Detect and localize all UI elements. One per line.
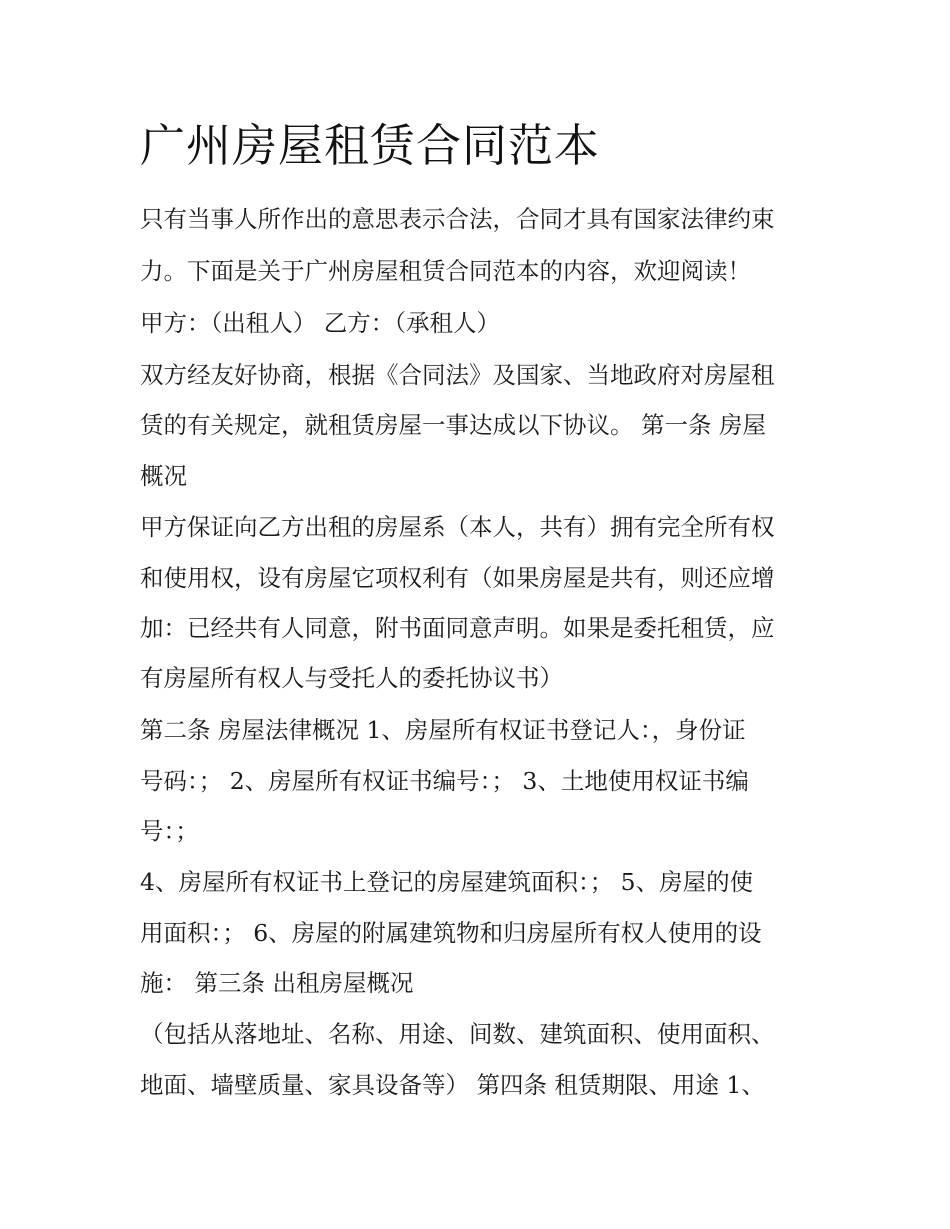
body-line: 和使用权，设有房屋它项权利有（如果房屋是共有，则还应增: [140, 564, 775, 592]
body-line: 只有当事人所作出的意思表示合法，合同才具有国家法律约束: [140, 205, 775, 233]
body-line: 第二条 房屋法律概况 1、房屋所有权证书登记人：，身份证: [140, 716, 746, 744]
body-line: 号：；: [140, 817, 199, 845]
body-line: 用面积：； 6、房屋的附属建筑物和归房屋所有权人使用的设: [140, 919, 762, 947]
body-line: 号码：； 2、房屋所有权证书编号：； 3、土地使用权证书编: [140, 767, 749, 795]
body-line: 有房屋所有权人与受托人的委托协议书）: [140, 664, 563, 692]
body-line: 施： 第三条 出租房屋概况: [140, 969, 414, 997]
body-line: 力。下面是关于广州房屋租赁合同范本的内容，欢迎阅读！: [140, 257, 751, 285]
body-line: 赁的有关规定，就租赁房屋一事达成以下协议。 第一条 房屋: [140, 411, 766, 439]
body-line: 甲方保证向乙方出租的房屋系（本人，共有）拥有完全所有权: [140, 513, 775, 541]
body-line: 双方经友好协商，根据《合同法》及国家、当地政府对房屋租: [140, 361, 775, 389]
body-line: 4、房屋所有权证书上登记的房屋建筑面积：； 5、房屋的使: [140, 868, 754, 896]
body-line: 加：已经共有人同意，附书面同意声明。如果是委托租赁，应: [140, 614, 775, 642]
body-line: （包括从落地址、名称、用途、间数、建筑面积、使用面积、: [140, 1020, 775, 1048]
body-line: 甲方：（出租人） 乙方：（承租人）: [140, 309, 500, 337]
document-title: 广州房屋租赁合同范本: [140, 119, 601, 172]
body-line: 概况: [140, 462, 187, 490]
body-line: 地面、墙壁质量、家具设备等） 第四条 租赁期限、用途 1、: [140, 1071, 765, 1099]
